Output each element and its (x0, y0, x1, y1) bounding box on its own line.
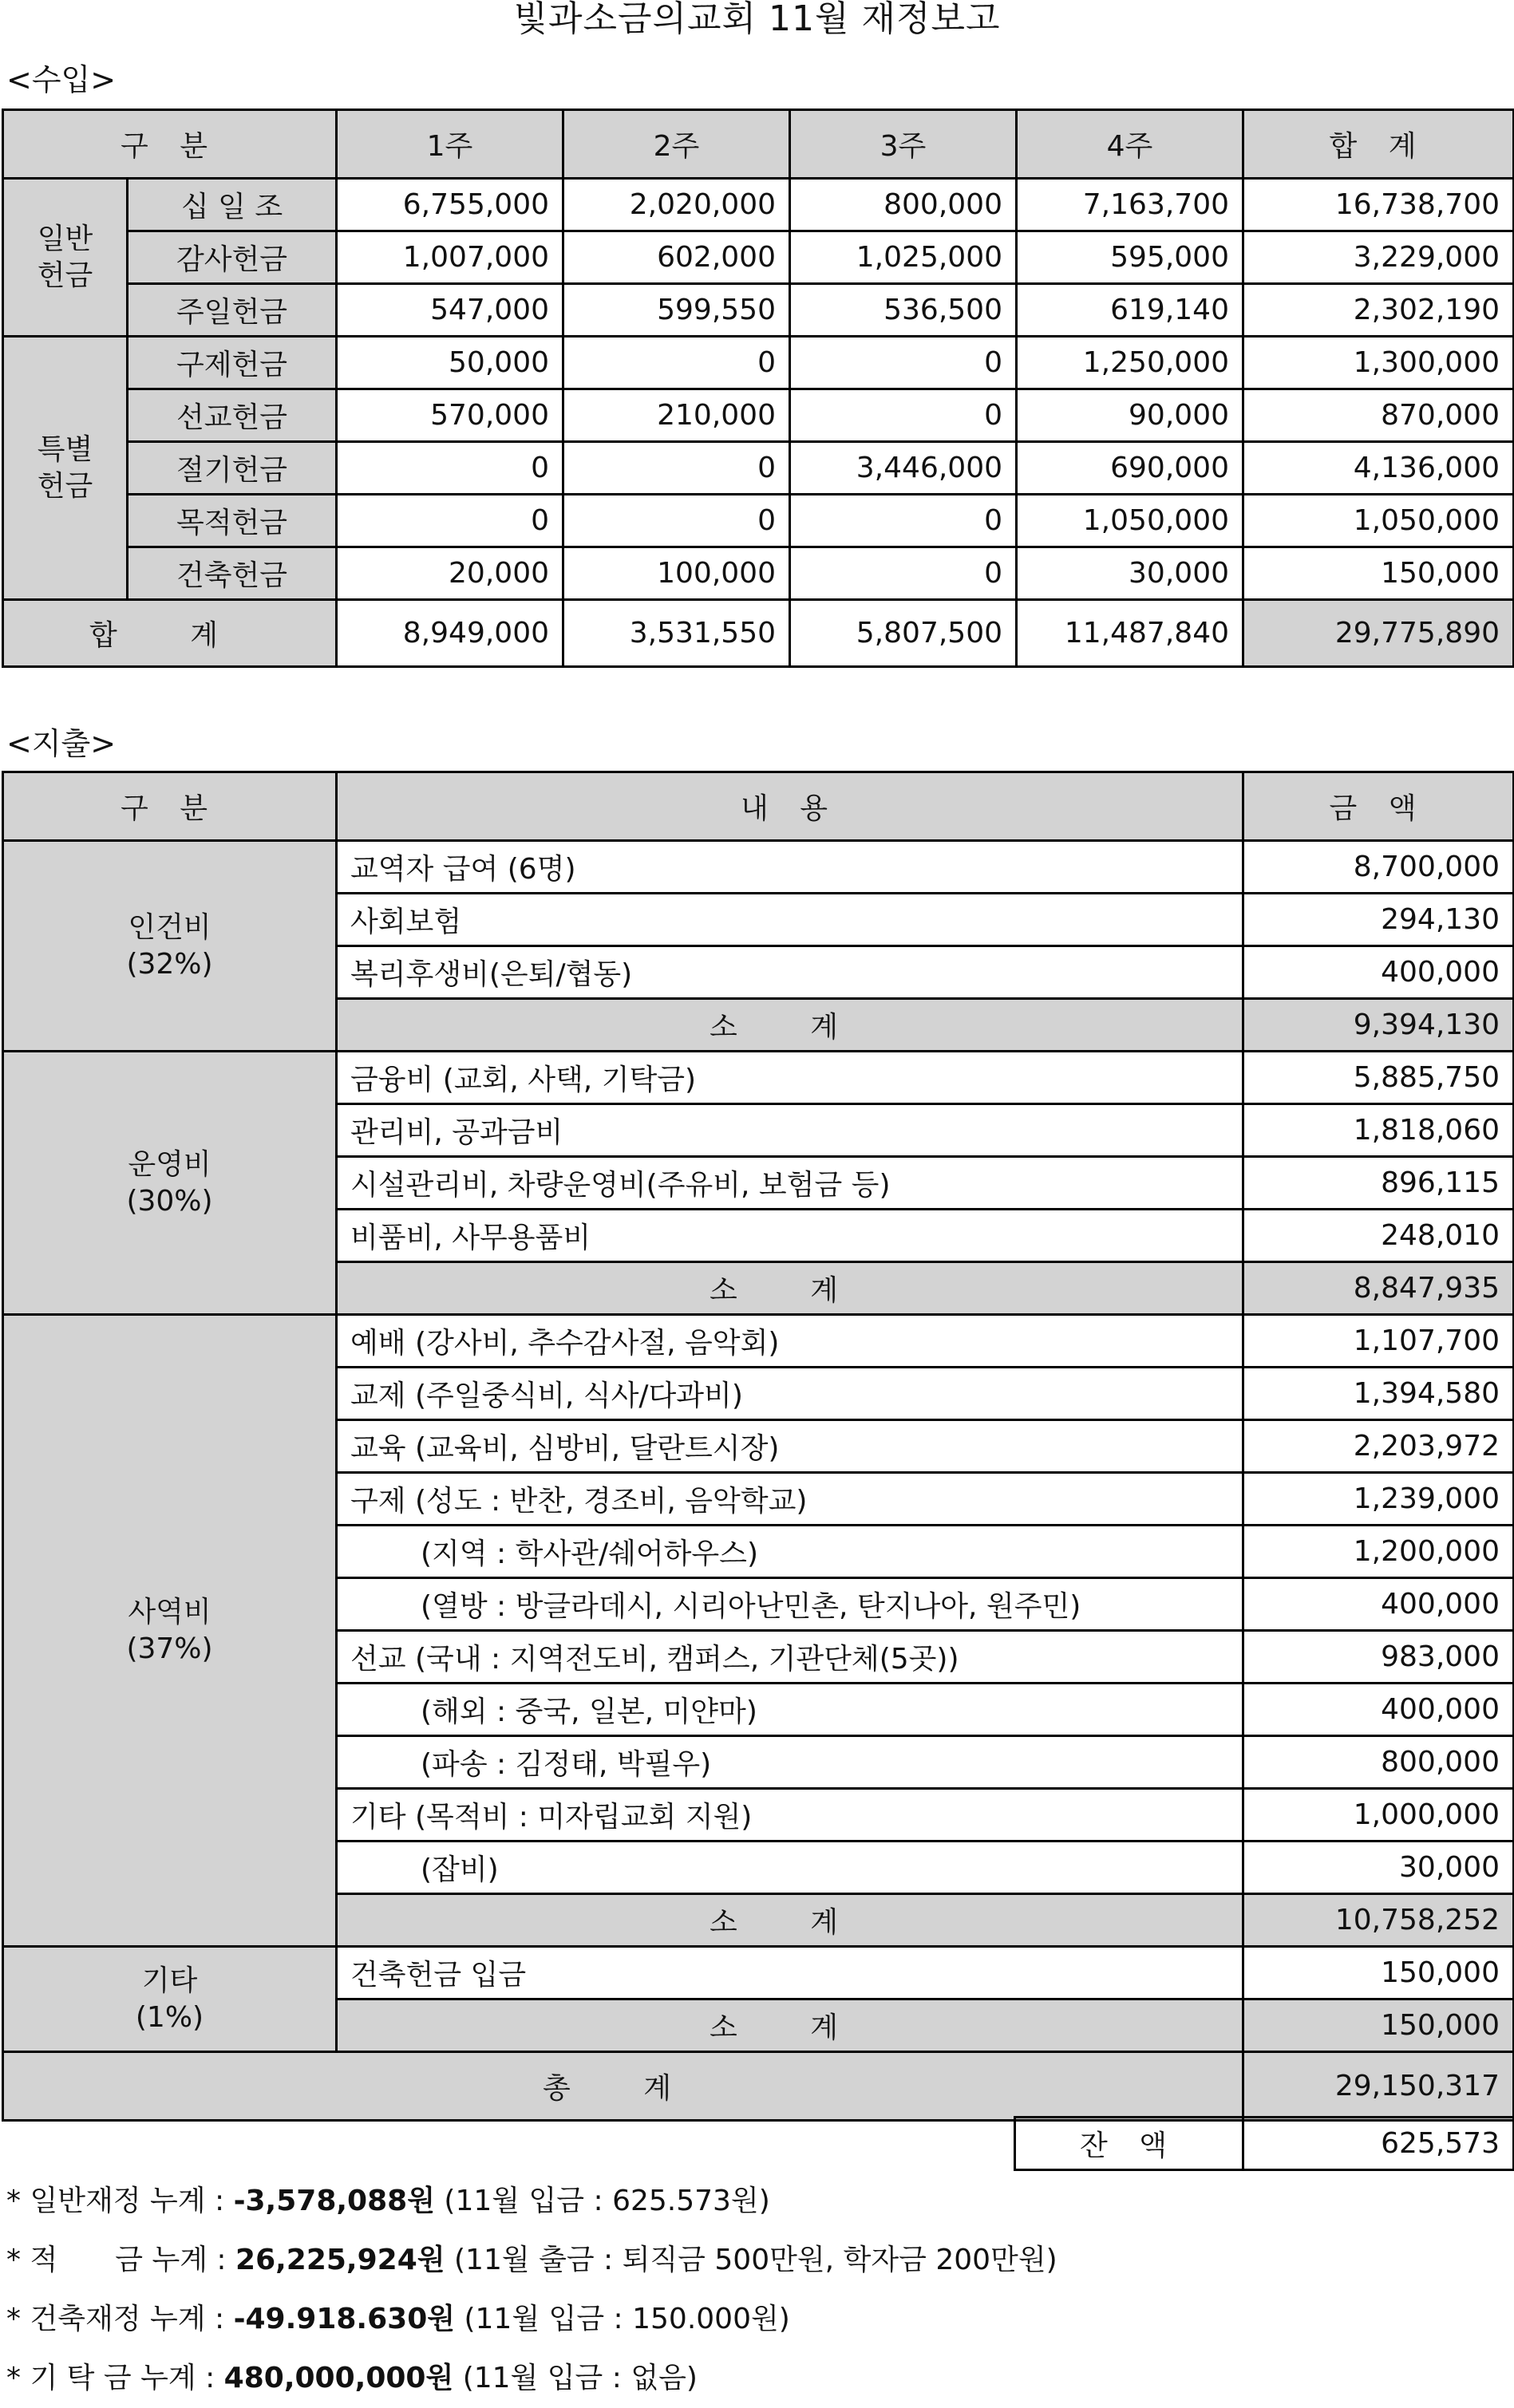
note-line (6, 2231, 1057, 2290)
income-section-label: <수입> (6, 62, 117, 97)
note-value: 26,225,924원 (235, 2244, 445, 2276)
expense-group-name-line: (1%) (135, 2000, 204, 2034)
expense-amount: 800,000 (1243, 1736, 1514, 1789)
page-title: 빛과소금의교회 11월 재정보고 (513, 0, 1001, 39)
expense-amount: 1,107,700 (1243, 1315, 1514, 1368)
expense-group-name (3, 1052, 337, 1315)
income-table (2, 109, 1514, 668)
note-line (6, 2349, 1057, 2408)
expense-amount: 1,200,000 (1243, 1526, 1514, 1578)
income-row (3, 337, 1514, 389)
expense-item: (잡비) (337, 1842, 1243, 1894)
income-value: 547,000 (337, 284, 563, 337)
income-row (3, 284, 1514, 337)
note-prefix: * 기 탁 금 누계 : (6, 2362, 224, 2394)
income-value: 0 (563, 337, 790, 389)
expense-amount: 1,394,580 (1243, 1368, 1514, 1420)
income-value: 210,000 (563, 389, 790, 442)
income-value: 800,000 (790, 179, 1017, 231)
income-value: 602,000 (563, 231, 790, 284)
income-value: 1,250,000 (1017, 337, 1243, 389)
income-value: 599,550 (563, 284, 790, 337)
expense-item: 예배 (강사비, 추수감사절, 음악회) (337, 1315, 1243, 1368)
income-total-label: 합 계 (3, 600, 337, 667)
expense-item: (지역 : 학사관/쉐어하우스) (337, 1526, 1243, 1578)
income-value: 4,136,000 (1243, 442, 1514, 495)
note-detail: (11월 출금 : 퇴직금 500만원, 학자금 200만원) (445, 2244, 1057, 2276)
expense-item: 기타 (목적비 : 미자립교회 지원) (337, 1789, 1243, 1842)
income-row-label: 건축헌금 (128, 547, 337, 600)
income-row (3, 495, 1514, 547)
expense-grand-total-row (3, 2052, 1514, 2121)
expense-group-name (3, 1947, 337, 2052)
balance-amount: 625,573 (1243, 2118, 1514, 2170)
expense-row (3, 1052, 1514, 1104)
expense-item: 금융비 (교회, 사택, 기탁금) (337, 1052, 1243, 1104)
note-value: -49.918.630원 (233, 2303, 456, 2335)
expense-amount: 294,130 (1243, 894, 1514, 946)
income-value: 0 (337, 442, 563, 495)
expense-subtotal-label: 소 계 (337, 1262, 1243, 1315)
income-row (3, 389, 1514, 442)
expense-item: 건축헌금 입금 (337, 1947, 1243, 1999)
income-value: 100,000 (563, 547, 790, 600)
note-value: 480,000,000원 (223, 2362, 454, 2394)
expense-row (3, 841, 1514, 894)
income-value: 1,007,000 (337, 231, 563, 284)
expense-header-amount: 금 액 (1243, 772, 1514, 841)
expense-subtotal-amount: 150,000 (1243, 1999, 1514, 2052)
income-value: 595,000 (1017, 231, 1243, 284)
expense-amount: 2,203,972 (1243, 1420, 1514, 1473)
expense-grand-total-label: 총 계 (3, 2052, 1243, 2121)
income-row (3, 547, 1514, 600)
income-value: 1,300,000 (1243, 337, 1514, 389)
income-value: 570,000 (337, 389, 563, 442)
income-value: 50,000 (337, 337, 563, 389)
income-group-name (3, 179, 128, 337)
expense-item: 교역자 급여 (6명) (337, 841, 1243, 894)
note-prefix: * 건축재정 누계 : (6, 2303, 234, 2335)
income-row-label: 목적헌금 (128, 495, 337, 547)
expense-item: 비품비, 사무용품비 (337, 1210, 1243, 1262)
expense-group-name-line: (30%) (126, 1184, 213, 1218)
income-row (3, 179, 1514, 231)
income-header-row (3, 110, 1514, 179)
income-value: 1,050,000 (1243, 495, 1514, 547)
expense-group-name-line: 인건비 (128, 910, 211, 944)
income-total-value: 5,807,500 (790, 600, 1017, 667)
income-total-value: 8,949,000 (337, 600, 563, 667)
expense-grand-total-amount: 29,150,317 (1243, 2052, 1514, 2121)
note-value: -3,578,088원 (233, 2185, 435, 2217)
expense-amount: 150,000 (1243, 1947, 1514, 1999)
income-row-label: 주일헌금 (128, 284, 337, 337)
expense-amount: 248,010 (1243, 1210, 1514, 1262)
income-group-name-line: 일반 (37, 222, 93, 255)
income-row-label: 절기헌금 (128, 442, 337, 495)
income-value: 90,000 (1017, 389, 1243, 442)
income-header-2: 2주 (563, 110, 790, 179)
expense-header-row (3, 772, 1514, 841)
income-value: 150,000 (1243, 547, 1514, 600)
expense-group-name-line: 기타 (141, 1964, 198, 1997)
income-group-name-line: 헌금 (37, 469, 93, 503)
income-value: 20,000 (337, 547, 563, 600)
expense-subtotal-amount: 10,758,252 (1243, 1894, 1514, 1947)
income-value: 0 (790, 337, 1017, 389)
note-detail: (11월 입금 : 없음) (453, 2362, 698, 2394)
income-total-value: 3,531,550 (563, 600, 790, 667)
notes (6, 2172, 1057, 2408)
income-row (3, 442, 1514, 495)
income-value: 0 (790, 547, 1017, 600)
expense-group-name-line: (37%) (126, 1632, 213, 1665)
expense-item: 관리비, 공과금비 (337, 1104, 1243, 1157)
expense-item: 시설관리비, 차량운영비(주유비, 보험금 등) (337, 1157, 1243, 1210)
income-value: 536,500 (790, 284, 1017, 337)
balance-label: 잔 액 (1015, 2118, 1243, 2170)
income-group-name-line: 특별 (37, 432, 93, 466)
expense-item: (파송 : 김정태, 박필우) (337, 1736, 1243, 1789)
expense-group-name (3, 841, 337, 1052)
income-header-5: 합 계 (1243, 110, 1514, 179)
income-header-3: 3주 (790, 110, 1017, 179)
income-row (3, 231, 1514, 284)
income-value: 1,025,000 (790, 231, 1017, 284)
expense-item: (열방 : 방글라데시, 시리아난민촌, 탄지나아, 원주민) (337, 1578, 1243, 1631)
income-value: 30,000 (1017, 547, 1243, 600)
income-value: 6,755,000 (337, 179, 563, 231)
expense-table (2, 771, 1514, 2122)
income-header-category: 구 분 (3, 110, 337, 179)
income-header-1: 1주 (337, 110, 563, 179)
expense-section-label: <지출> (6, 726, 117, 761)
note-prefix: * 적 금 누계 : (6, 2244, 236, 2276)
income-value: 16,738,700 (1243, 179, 1514, 231)
income-value: 0 (563, 442, 790, 495)
expense-amount: 400,000 (1243, 1684, 1514, 1736)
income-value: 0 (790, 495, 1017, 547)
expense-subtotal-amount: 9,394,130 (1243, 999, 1514, 1052)
expense-amount: 896,115 (1243, 1157, 1514, 1210)
expense-item: 교제 (주일중식비, 식사/다과비) (337, 1368, 1243, 1420)
expense-amount: 1,818,060 (1243, 1104, 1514, 1157)
expense-amount: 400,000 (1243, 1578, 1514, 1631)
expense-item: 구제 (성도 : 반찬, 경조비, 음악학교) (337, 1473, 1243, 1526)
income-row-label: 구제헌금 (128, 337, 337, 389)
expense-item: (해외 : 중국, 일본, 미얀마) (337, 1684, 1243, 1736)
expense-group-name (3, 1315, 337, 1947)
expense-subtotal-label: 소 계 (337, 999, 1243, 1052)
income-header-4: 4주 (1017, 110, 1243, 179)
expense-item: 선교 (국내 : 지역전도비, 캠퍼스, 기관단체(5곳)) (337, 1631, 1243, 1684)
note-line (6, 2290, 1057, 2349)
income-group-name (3, 337, 128, 600)
income-total-row (3, 600, 1514, 667)
income-row-label: 십 일 조 (128, 179, 337, 231)
note-prefix: * 일반재정 누계 : (6, 2185, 234, 2217)
income-value: 0 (563, 495, 790, 547)
expense-row (3, 1947, 1514, 1999)
note-line (6, 2172, 1057, 2231)
income-value: 870,000 (1243, 389, 1514, 442)
expense-group-name-line: 사역비 (128, 1595, 211, 1628)
expense-subtotal-label: 소 계 (337, 1999, 1243, 2052)
income-value: 3,446,000 (790, 442, 1017, 495)
balance-table (1014, 2116, 1514, 2171)
expense-subtotal-amount: 8,847,935 (1243, 1262, 1514, 1315)
income-value: 7,163,700 (1017, 179, 1243, 231)
income-total-value: 11,487,840 (1017, 600, 1243, 667)
expense-item: 복리후생비(은퇴/협동) (337, 946, 1243, 999)
expense-amount: 5,885,750 (1243, 1052, 1514, 1104)
note-detail: (11월 입금 : 625.573원) (434, 2185, 770, 2217)
expense-amount: 1,000,000 (1243, 1789, 1514, 1842)
income-value: 0 (790, 389, 1017, 442)
income-value: 690,000 (1017, 442, 1243, 495)
income-value: 1,050,000 (1017, 495, 1243, 547)
expense-amount: 30,000 (1243, 1842, 1514, 1894)
income-group-name-line: 헌금 (37, 259, 93, 292)
expense-item: 교육 (교육비, 심방비, 달란트시장) (337, 1420, 1243, 1473)
expense-amount: 1,239,000 (1243, 1473, 1514, 1526)
expense-subtotal-label: 소 계 (337, 1894, 1243, 1947)
expense-amount: 983,000 (1243, 1631, 1514, 1684)
income-row-label: 감사헌금 (128, 231, 337, 284)
income-value: 2,020,000 (563, 179, 790, 231)
expense-group-name-line: 운영비 (128, 1147, 211, 1181)
expense-amount: 8,700,000 (1243, 841, 1514, 894)
expense-header-content: 내 용 (337, 772, 1243, 841)
income-value: 0 (337, 495, 563, 547)
expense-item: 사회보험 (337, 894, 1243, 946)
income-value: 3,229,000 (1243, 231, 1514, 284)
expense-amount: 400,000 (1243, 946, 1514, 999)
expense-group-name-line: (32%) (126, 947, 213, 981)
income-value: 619,140 (1017, 284, 1243, 337)
income-total-value: 29,775,890 (1243, 600, 1514, 667)
expense-header-category: 구 분 (3, 772, 337, 841)
income-value: 2,302,190 (1243, 284, 1514, 337)
expense-row (3, 1315, 1514, 1368)
income-row-label: 선교헌금 (128, 389, 337, 442)
note-detail: (11월 입금 : 150.000원) (455, 2303, 790, 2335)
